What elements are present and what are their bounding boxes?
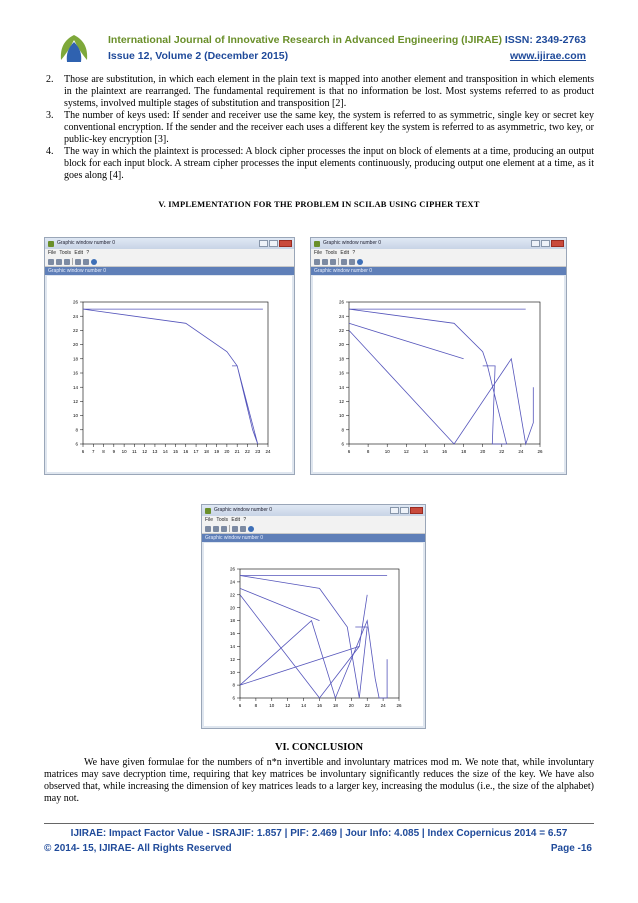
x-tick-label: 20 [480,449,486,454]
datatip-icon[interactable] [341,259,347,265]
y-tick-label: 6 [75,441,78,447]
toolbar [45,257,294,267]
series-line [240,588,320,620]
scilab-icon [205,508,211,514]
window-title: Graphic window number 0 [214,507,273,513]
series-line [349,330,533,444]
x-tick-label: 22 [499,449,505,454]
series-line [349,309,507,444]
y-tick-label: 26 [72,299,78,305]
y-tick-label: 24 [338,313,344,319]
plot-frame [83,302,268,444]
maximize-button[interactable] [541,240,550,247]
y-tick-label: 18 [338,356,344,362]
x-tick-label: 21 [234,449,240,454]
x-tick-label: 10 [121,449,127,454]
y-tick-label: 16 [338,370,344,376]
y-tick-label: 12 [338,399,344,404]
plot-canvas[interactable] [204,543,423,726]
toolbar-separator [229,525,230,532]
x-tick-label: 23 [255,449,261,454]
x-tick-label: 12 [403,449,409,454]
y-tick-label: 8 [341,427,344,433]
x-tick-label: 13 [152,449,158,454]
x-tick-label: 18 [203,449,209,454]
page-number: Page -16 [550,843,592,854]
issn: ISSN: 2349-2763 [504,34,586,46]
x-tick-label: 24 [380,703,386,708]
x-tick-label: 6 [238,703,242,708]
y-tick-label: 26 [229,566,235,572]
datatip-icon[interactable] [232,526,238,532]
x-tick-label: 16 [183,449,189,454]
edit-icon[interactable] [349,259,355,265]
list-number: 4. [46,146,54,157]
help-icon[interactable] [248,526,254,532]
x-tick-label: 26 [537,449,543,454]
series-line [349,323,464,359]
window-subtitle: Graphic window number 0 [45,267,294,275]
website-link[interactable]: www.ijirae.com [509,50,586,62]
graphic-window-3 [201,504,426,729]
y-tick-label: 12 [229,656,235,662]
plot-1 [47,276,292,472]
edit-icon[interactable] [83,259,89,265]
window-titlebar [45,238,294,249]
help-icon[interactable] [91,259,97,265]
x-tick-label: 16 [441,449,448,454]
graphic-window-1 [44,237,295,475]
ijirae-logo [52,32,96,72]
cipher-classification-list [44,74,594,182]
y-tick-label: 12 [72,399,78,404]
y-tick-label: 6 [341,441,344,447]
zoom-in-icon[interactable] [56,259,62,265]
footer-divider [44,823,594,824]
x-tick-label: 12 [142,449,148,454]
menu-bar[interactable]: File Tools Edit ? [45,249,294,257]
plot-canvas[interactable] [47,276,292,472]
y-tick-label: 8 [75,427,78,433]
y-tick-label: 14 [72,384,78,390]
list-text: Those are substitution, in which each element in the plain text is mapped into another element and transposition in which elements in the plaintext are rearranged. The fundamental requirement is that no information be lost. Most systems referred to as product systems, involved multiple stages of substitution and transposition [2]. [64,74,594,109]
x-tick-label: 9 [112,449,116,454]
x-tick-label: 6 [347,449,351,454]
y-tick-label: 8 [232,682,235,688]
list-number: 2. [46,74,54,85]
plot-2 [313,276,564,472]
x-tick-label: 8 [366,449,370,454]
x-tick-label: 24 [518,449,524,454]
y-tick-label: 22 [229,592,235,598]
page-header [44,28,596,76]
copyright: © 2014- 15, IJIRAE- All Rights Reserved [44,843,232,854]
menu-bar[interactable]: File Tools Edit ? [202,516,425,524]
zoom-out-icon[interactable] [221,526,227,532]
x-tick-label: 22 [244,449,250,454]
window-title: Graphic window number 0 [57,240,116,246]
rotate-icon[interactable] [48,259,54,265]
plot-frame [349,302,540,444]
toolbar-separator [338,258,339,265]
minimize-button[interactable] [390,507,399,514]
journal-title: International Journal of Innovative Research in Advanced Engineering (IJIRAE) [108,34,503,46]
y-tick-label: 20 [338,342,344,348]
x-tick-label: 17 [193,449,199,454]
list-item [44,74,594,110]
issue-info: Issue 12, Volume 2 (December 2015) [108,50,289,62]
list-item [44,146,594,182]
x-tick-label: 12 [285,703,291,708]
y-tick-label: 14 [229,644,235,649]
maximize-button[interactable] [400,507,409,514]
x-tick-label: 19 [214,449,220,454]
zoom-out-icon[interactable] [64,259,70,265]
y-tick-label: 24 [72,313,78,319]
plot-canvas[interactable] [313,276,564,472]
conclusion-paragraph: We have given formulae for the numbers of n*n invertible and involuntary matrices mod m. We note that, while involuntary matrices may save decryption time, requiring that key matrices be involuntary significantly reduces the size of the key. We have also observed that, while increasing the dimension of key matrices leads to a larger key, increasing the modulus (i.e., the size of the alphabet) may not. [44,757,594,804]
list-text: The way in which the plaintext is processed: A block cipher processes the input on block of elements at a time, producing an output block for each input block. A stream cipher processes the input elements continuously, producing output one element at a time, as it goes along [4]. [64,146,594,181]
y-tick-label: 26 [338,299,344,305]
y-tick-label: 18 [72,356,78,362]
y-tick-label: 20 [72,342,78,348]
y-tick-label: 20 [229,605,235,611]
list-item [44,110,594,146]
graphic-window-2 [310,237,567,475]
minimize-button[interactable] [259,240,268,247]
window-titlebar [202,505,425,516]
series-line [240,576,367,699]
y-tick-label: 10 [229,669,235,675]
section-vi-heading: VI. CONCLUSION [274,742,364,753]
x-tick-label: 22 [364,703,370,708]
window-titlebar [311,238,566,249]
x-tick-label: 6 [81,449,85,454]
y-tick-label: 24 [229,579,235,585]
list-number: 3. [46,110,54,121]
window-subtitle: Graphic window number 0 [202,534,425,542]
y-tick-label: 14 [338,384,344,390]
close-button[interactable] [410,507,423,514]
scilab-icon [314,241,320,247]
x-tick-label: 26 [396,703,402,708]
x-tick-label: 8 [102,449,105,454]
x-tick-label: 14 [422,449,428,454]
section-v-heading: V. IMPLEMENTATION FOR THE PROBLEM IN SCILAB USING CIPHER TEXT [158,199,480,209]
window-title: Graphic window number 0 [323,240,382,246]
minimize-button[interactable] [531,240,540,247]
close-button[interactable] [279,240,292,247]
x-tick-label: 8 [254,703,258,708]
zoom-in-icon[interactable] [213,526,219,532]
x-tick-label: 20 [224,449,230,454]
zoom-out-icon[interactable] [330,259,336,265]
x-tick-label: 10 [384,449,390,454]
y-tick-label: 10 [338,413,344,419]
rotate-icon[interactable] [314,259,320,265]
y-tick-label: 10 [72,413,78,419]
series-line [240,595,367,698]
series-line [240,621,387,698]
x-tick-label: 7 [92,449,95,454]
zoom-in-icon[interactable] [322,259,328,265]
x-tick-label: 14 [162,449,168,454]
x-tick-label: 24 [265,449,271,454]
rotate-icon[interactable] [205,526,211,532]
window-subtitle: Graphic window number 0 [311,267,566,275]
impact-factor-line: IJIRAE: Impact Factor Value - ISRAJIF: 1.857 | PIF: 2.469 | Jour Info: 4.085 | Index Copernicus 2014 = 6.57 [70,828,568,839]
y-tick-label: 16 [72,370,78,376]
close-button[interactable] [551,240,564,247]
x-tick-label: 18 [461,449,467,454]
series-line [83,309,258,444]
help-icon[interactable] [357,259,363,265]
scilab-icon [48,241,54,247]
menu-bar[interactable]: File Tools Edit ? [311,249,566,257]
y-tick-label: 18 [229,618,235,624]
x-tick-label: 14 [301,703,307,708]
toolbar [311,257,566,267]
toolbar-separator [72,258,73,265]
x-tick-label: 18 [332,703,338,708]
list-text: The number of keys used: If sender and receiver use the same key, the system is referred to as symmetric, single key or secret key conventional encryption. If the sender and the receiver each uses a different key the system is referred to as asymmetric, two key, or public-key encryption [3]. [64,110,594,145]
toolbar [202,524,425,534]
series-line [240,646,359,685]
plot-3 [204,543,423,726]
x-tick-label: 16 [316,703,323,708]
y-tick-label: 22 [338,328,344,333]
x-tick-label: 15 [172,449,179,454]
datatip-icon[interactable] [75,259,81,265]
y-tick-label: 22 [72,328,78,333]
y-tick-label: 16 [229,631,235,637]
edit-icon[interactable] [240,526,246,532]
y-tick-label: 6 [232,695,235,701]
x-tick-label: 20 [348,703,354,708]
maximize-button[interactable] [269,240,278,247]
x-tick-label: 10 [269,703,275,708]
x-tick-label: 11 [132,449,137,454]
